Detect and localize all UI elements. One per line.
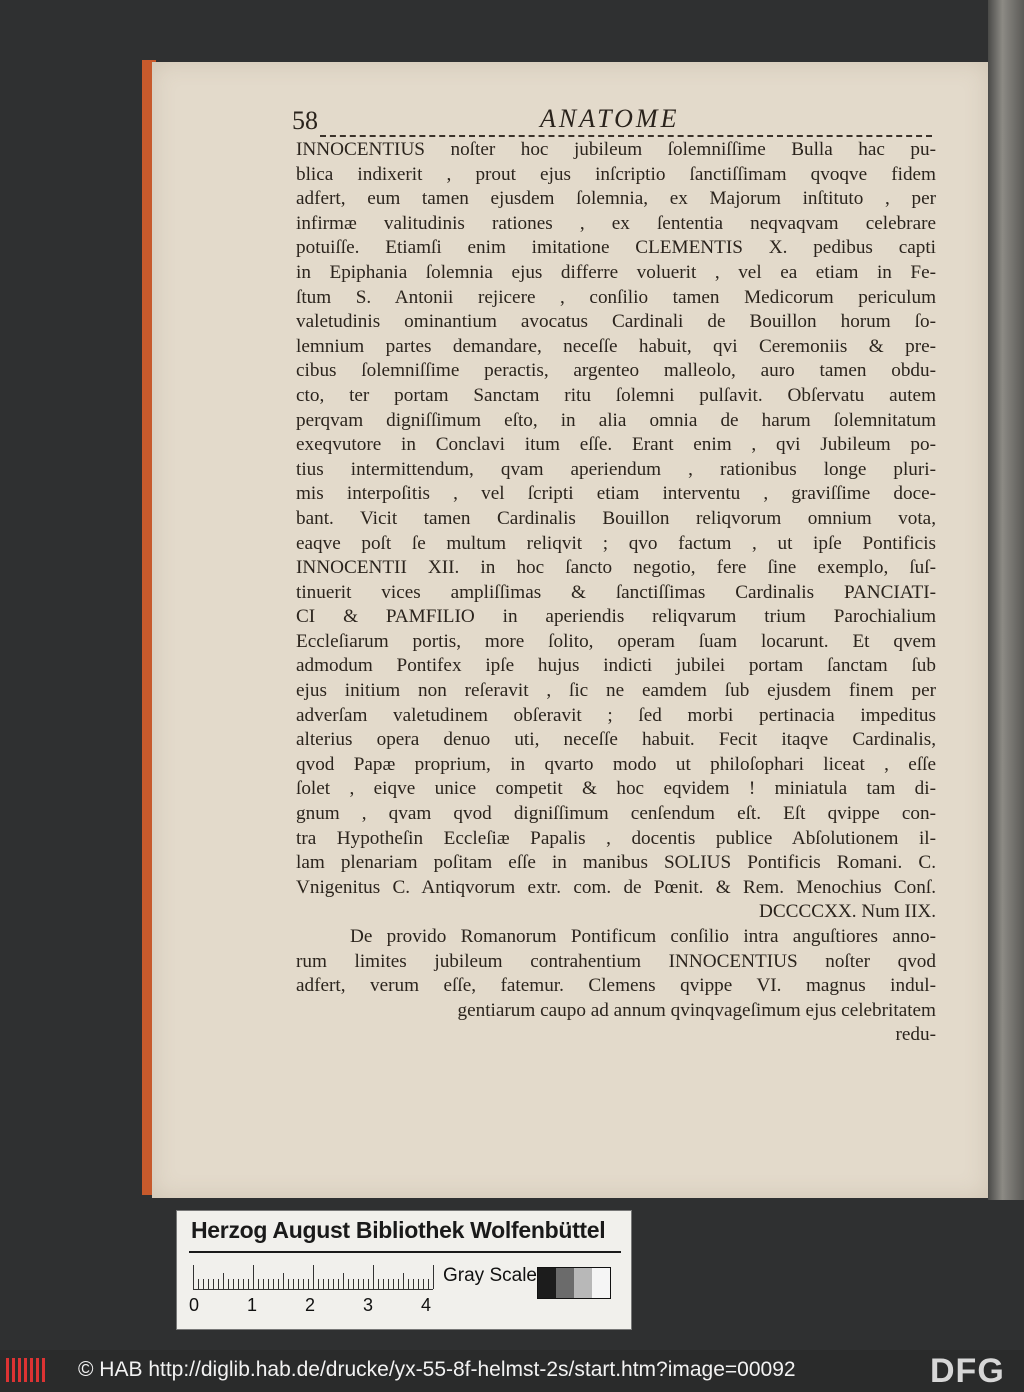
ruler-tick (418, 1279, 419, 1289)
text-line: lemnium partes demandare, neceſſe habuit, qvi Ceremoniis & pre- (296, 335, 936, 357)
color-calibration-bar (176, 1210, 632, 1330)
ruler-number: 4 (421, 1295, 432, 1315)
ruler-tick (428, 1279, 429, 1289)
ruler-tick (348, 1279, 349, 1289)
ruler-tick (363, 1279, 364, 1289)
dfg-logo: DFG (930, 1352, 1005, 1390)
ruler-tick (338, 1279, 339, 1289)
ruler-tick (248, 1279, 249, 1289)
measurement-ruler (193, 1263, 433, 1290)
gray-scale-label: Gray Scale (443, 1265, 537, 1286)
text-line: rum limites jubileum contrahentium INNOCENTIUS noſter qvod (296, 950, 936, 972)
ruler-number: 1 (247, 1295, 258, 1315)
text-line: exeqvutore in Conclavi itum eſſe. Erant enim , qvi Jubileum po- (296, 434, 936, 456)
text-line: gnum , qvam qvod digniſſimum cenſendum eſt. Eſt qvippe con- (296, 803, 936, 825)
ruler-tick (238, 1279, 239, 1289)
text-line: cibus ſolemniſſime peractis, argenteo malleolo, auro tamen obdu- (296, 360, 936, 382)
text-line: ſtum S. Antonii rejicere , conſilio tamen Medicorum periculum (296, 286, 936, 308)
ruler-number: 0 (189, 1295, 200, 1315)
colorbar-rule (189, 1251, 621, 1253)
text-line: tra Hypotheſin Eccleſiæ Papalis , docentis publice Abſolutionem il- (296, 827, 936, 849)
hab-logo-icon (6, 1358, 46, 1382)
gray-swatch (538, 1268, 556, 1298)
ruler-tick (343, 1273, 344, 1289)
text-line: Vnigenitus C. Antiqvorum extr. com. de Pœnit. & Rem. Menochius Conſ. (296, 876, 936, 898)
ruler-tick (278, 1279, 279, 1289)
text-line: INNOCENTII XII. in hoc ſancto negotio, fere ſine exemplo, ſuſ- (296, 557, 936, 579)
ruler-tick (198, 1279, 199, 1289)
text-line: CI & PAMFILIO in aperiendis reliqvarum trium Parochialium (296, 606, 936, 628)
ruler-tick (333, 1279, 334, 1289)
running-title: ANATOME (540, 104, 680, 133)
ruler-tick (193, 1265, 194, 1289)
gray-scale-swatches (537, 1267, 611, 1299)
text-line: in Epiphania ſolemnia ejus differre voluerit , vel ea etiam in Fe- (296, 261, 936, 283)
text-line: eaqve poſt ſe multum reliqvit ; qvo factum , ut ipſe Pontificis (296, 532, 936, 554)
ruler-tick (273, 1279, 274, 1289)
text-line: bant. Vicit tamen Cardinalis Bouillon reliqvorum omnium vota, (296, 507, 936, 529)
gray-swatch (574, 1268, 592, 1298)
gray-swatch (592, 1268, 610, 1298)
ruler-tick (408, 1279, 409, 1289)
ruler-tick (263, 1279, 264, 1289)
ruler-tick (423, 1279, 424, 1289)
ruler-tick (303, 1279, 304, 1289)
page-number: 58 (292, 106, 318, 135)
ruler-tick (268, 1279, 269, 1289)
text-line: cto, ter portam Sanctam ritu ſolemni pulſavit. Obſervatu autem (296, 384, 936, 406)
ruler-tick (368, 1279, 369, 1289)
text-line: alterius opera denuo uti, neceſſe habuit. Fecit itaqve Cardinalis, (296, 729, 936, 751)
ruler-tick (403, 1273, 404, 1289)
text-line: redu- (895, 1024, 936, 1046)
ruler-tick (388, 1279, 389, 1289)
ruler-tick (378, 1279, 379, 1289)
ruler-tick (203, 1279, 204, 1289)
header-rule (320, 135, 932, 137)
ruler-tick (233, 1279, 234, 1289)
ruler-tick (393, 1279, 394, 1289)
ruler-tick (293, 1279, 294, 1289)
book-spine (988, 0, 1024, 1200)
ruler-tick (398, 1279, 399, 1289)
gray-swatch (556, 1268, 574, 1298)
text-line: tius intermittendum, qvam aperiendum , rationibus longe pluri- (296, 458, 936, 480)
text-line: valetudinis ominantium avocatus Cardinali de Bouillon horum ſo- (296, 311, 936, 333)
text-line: blica indixerit , prout ejus inſcriptio ſanctiſſimam qvoqve fidem (296, 163, 936, 185)
text-line: Eccleſiarum portis, more ſolito, operam ſuam locarunt. Et qvem (296, 630, 936, 652)
ruler-tick (283, 1273, 284, 1289)
ruler-tick (413, 1279, 414, 1289)
ruler-tick (228, 1279, 229, 1289)
ruler-tick (223, 1273, 224, 1289)
text-line: mis interpoſitis , vel ſcripti etiam interventu , graviſſime doce- (296, 483, 936, 505)
footer-source-link[interactable]: © HAB http://diglib.hab.de/drucke/yx-55-8f-helmst-2s/start.htm?image=00092 (78, 1358, 796, 1381)
text-line: adfert, verum eſſe, fatemur. Clemens qvippe VI. magnus indul- (296, 975, 936, 997)
ruler-number: 3 (363, 1295, 374, 1315)
text-line: infirmæ valitudinis rationes , ex ſententia neqvaqvam celebrare (296, 212, 936, 234)
text-line: ejus initium non reſeravit , ſic ne eamdem ſub ejusdem finem per (296, 680, 936, 702)
text-line: admodum Pontifex ipſe hujus indicti jubilei portam ſanctam ſub (296, 655, 936, 677)
library-name: Herzog August Bibliothek Wolfenbüttel (191, 1217, 606, 1243)
ruler-tick (358, 1279, 359, 1289)
ruler-tick (313, 1265, 314, 1289)
ruler-tick (318, 1279, 319, 1289)
ruler-tick (243, 1279, 244, 1289)
text-line: lam plenariam poſitam eſſe in manibus SOLIUS Pontificis Romani. C. (296, 852, 936, 874)
text-line: perqvam digniſſimum eſto, in alia omnia de harum ſolemnitatum (296, 409, 936, 431)
ruler-tick (253, 1265, 254, 1289)
ruler-tick (328, 1279, 329, 1289)
ruler-tick (298, 1279, 299, 1289)
ruler-tick (213, 1279, 214, 1289)
text-line: gentiarum caupo ad annum qvinqvageſimum ejus celebritatem (457, 999, 936, 1021)
ruler-tick (353, 1279, 354, 1289)
text-line: DCCCCXX. Num IIX. (759, 901, 936, 923)
text-line: De provido Romanorum Pontificum conſilio intra anguſtiores anno- (350, 926, 936, 947)
page-text (296, 138, 936, 1048)
ruler-tick (288, 1279, 289, 1289)
ruler-tick (308, 1279, 309, 1289)
ruler-tick (323, 1279, 324, 1289)
ruler-tick (258, 1279, 259, 1289)
ruler-tick (218, 1279, 219, 1289)
text-line: INNOCENTIUS noſter hoc jubileum ſolemniſſime Bulla hac pu- (296, 139, 936, 160)
ruler-tick (383, 1279, 384, 1289)
ruler-number: 2 (305, 1295, 316, 1315)
footer-bar (0, 1350, 1024, 1392)
text-line: adfert, eum tamen ejusdem ſolemnia, ex Majorum inſtituto , per (296, 188, 936, 210)
ruler-tick (373, 1265, 374, 1289)
text-line: potuiſſe. Etiamſi enim imitatione CLEMENTIS X. pedibus capti (296, 237, 936, 259)
text-line: adverſam valetudinem obſeravit ; ſed morbi pertinacia impeditus (296, 704, 936, 726)
text-line: qvod Papæ proprium, in qvarto modo ut philoſophari liceat , eſſe (296, 753, 936, 775)
text-line: ſolet , eiqve unice competit & hoc eqvidem ! miniatula tam di- (296, 778, 936, 800)
ruler-tick (433, 1265, 434, 1289)
text-line: tinuerit vices ampliſſimas & ſanctiſſimas Cardinalis PANCIATI- (296, 581, 936, 603)
ruler-tick (208, 1279, 209, 1289)
page-header (292, 104, 932, 140)
